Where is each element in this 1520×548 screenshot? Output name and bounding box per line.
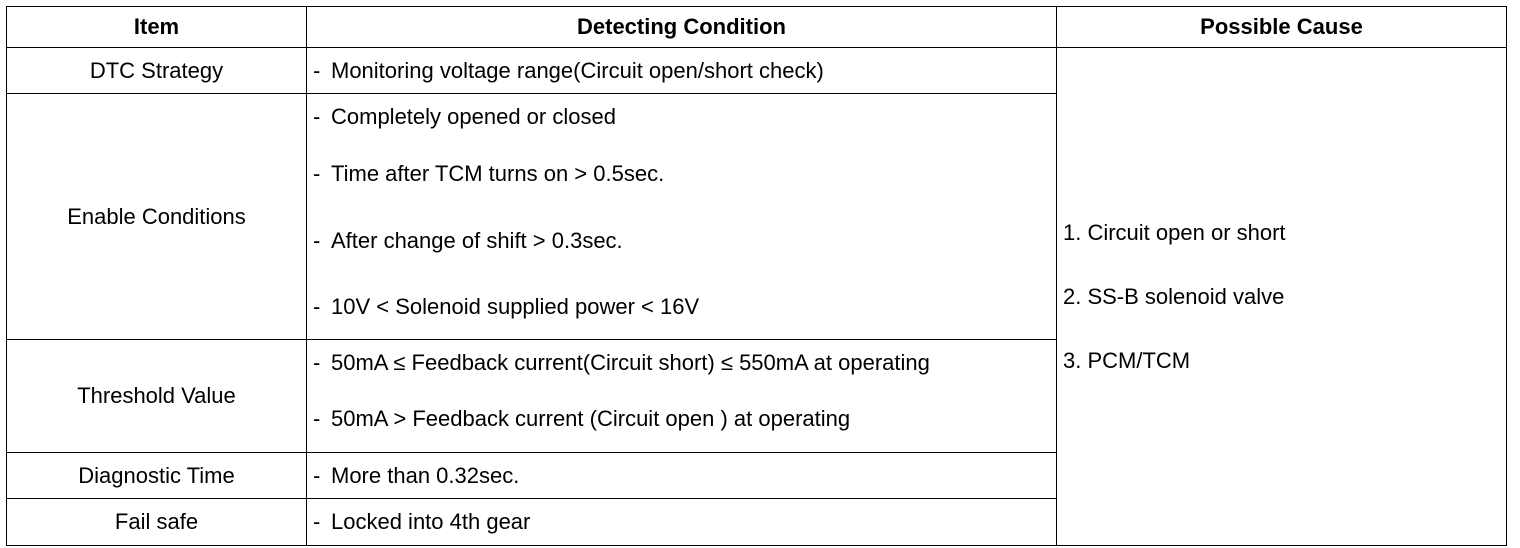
condition-line — [313, 340, 1050, 385]
condition-line — [313, 48, 1050, 93]
condition-line — [313, 499, 1050, 545]
row-condition-cell — [307, 340, 1057, 453]
row-condition-cell — [307, 453, 1057, 499]
condition-text: Time after TCM turns on > 0.5sec. — [331, 160, 665, 186]
dash-marker: - — [313, 104, 321, 129]
dash-marker: - — [313, 160, 321, 186]
header-item: Item — [7, 7, 307, 48]
header-detecting-condition: Detecting Condition — [307, 7, 1057, 48]
header-possible-cause: Possible Cause — [1057, 7, 1507, 48]
condition-line — [313, 385, 1050, 452]
cause-item: 1. Circuit open or short — [1063, 219, 1286, 245]
condition-text: Completely opened or closed — [331, 104, 616, 129]
condition-text: 50mA > Feedback current (Circuit open ) at operating — [331, 405, 851, 431]
condition-line — [313, 140, 1050, 207]
condition-text: More than 0.32sec. — [331, 462, 520, 488]
row-item-dtc-strategy: DTC Strategy — [7, 48, 307, 94]
condition-line — [313, 274, 1050, 339]
row-condition-cell — [307, 499, 1057, 546]
row-item-enable-conditions: Enable Conditions — [7, 94, 307, 340]
condition-text: 50mA ≤ Feedback current(Circuit short) ≤ 550mA at operating — [331, 349, 930, 375]
cause-item: 3. PCM/TCM — [1063, 347, 1191, 373]
condition-text: 10V < Solenoid supplied power < 16V — [331, 293, 700, 319]
row-condition-cell — [307, 48, 1057, 94]
dtc-table — [6, 6, 1507, 546]
condition-line — [313, 94, 1050, 140]
table-header-row — [7, 7, 1507, 48]
dash-marker: - — [313, 509, 321, 534]
dash-marker: - — [313, 349, 321, 375]
condition-text: Locked into 4th gear — [331, 509, 531, 534]
condition-line — [313, 207, 1050, 274]
row-item-diagnostic-time: Diagnostic Time — [7, 453, 307, 499]
dash-marker: - — [313, 57, 321, 83]
dash-marker: - — [313, 405, 321, 431]
possible-cause-cell — [1057, 48, 1507, 546]
dash-marker: - — [313, 293, 321, 319]
dash-marker: - — [313, 227, 321, 253]
cause-item: 2. SS-B solenoid valve — [1063, 283, 1285, 309]
condition-text: Monitoring voltage range(Circuit open/short check) — [331, 57, 824, 83]
row-condition-cell — [307, 94, 1057, 340]
row-item-fail-safe: Fail safe — [7, 499, 307, 546]
dash-marker: - — [313, 462, 321, 488]
condition-text: After change of shift > 0.3sec. — [331, 227, 623, 253]
row-item-threshold-value: Threshold Value — [7, 340, 307, 453]
table-row — [7, 48, 1507, 94]
condition-line — [313, 453, 1050, 498]
